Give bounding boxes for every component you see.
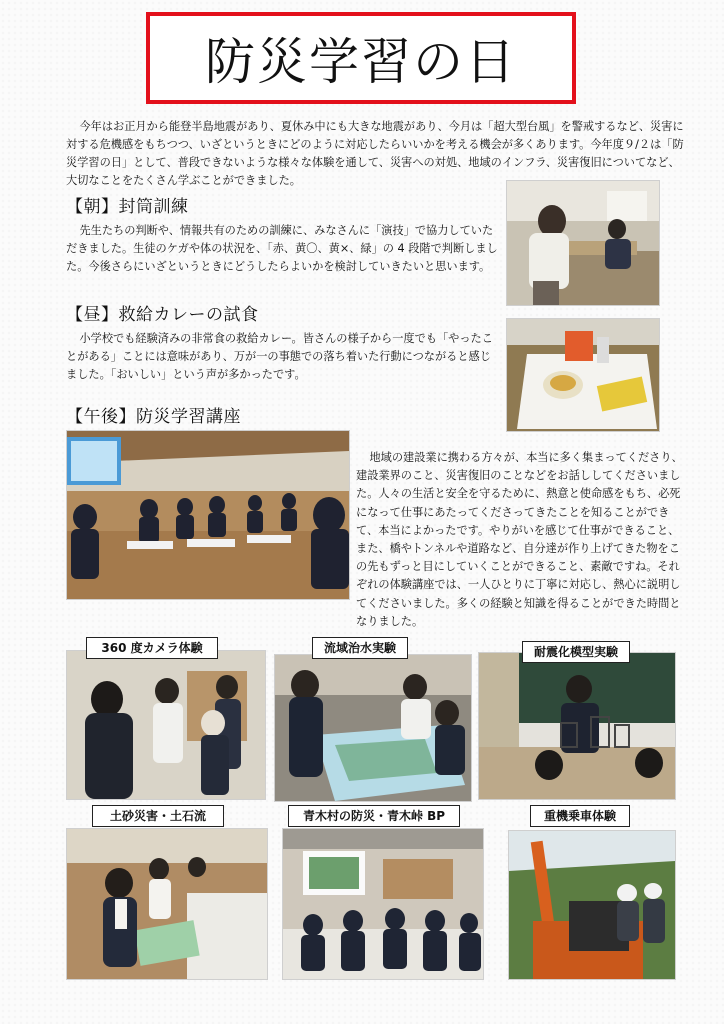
aoki-village-photo — [282, 828, 484, 980]
gallery-label-4: 土砂災害・土石流 — [92, 805, 224, 827]
flood-control-photo — [274, 654, 472, 802]
heavy-machinery-photo — [508, 830, 676, 980]
afternoon-body-wrap — [356, 449, 686, 631]
morning-section — [66, 196, 502, 276]
title-box — [146, 12, 576, 104]
gallery-label-1: 360 度カメラ体験 — [86, 637, 218, 659]
morning-heading: 【朝】封筒訓練 — [66, 197, 189, 217]
seismic-model-photo — [478, 652, 676, 800]
afternoon-heading-wrap — [66, 406, 502, 428]
afternoon-heading: 【午後】防災学習講座 — [66, 407, 241, 427]
gallery-label-2: 流域治水実験 — [312, 637, 408, 659]
afternoon-text: 地域の建設業に携わる方々が、本当に多く集まってくださり、建設業界のこと、災害復旧のことなどをお話ししてくださいました。人々の生活と安全を守るために、熱意と使命感をもち、必死になって仕事にあたってくださってきたことを知ることができて、本当によかったです。やりがいを感じて仕事ができること、また、橋やトンネルや道路など、自分達が作り上げてきた物をこの先もずっと目にしていくことができること、素敵ですね。それぞれの体験講座では、一人ひとりに丁寧に対応し、熱心に説明してくださいました。多くの経験と知識を得ることができた時間となりました。 — [356, 451, 683, 628]
gallery-label-3: 耐震化模型実験 — [522, 641, 630, 663]
morning-text: 先生たちの判断や、情報共有のための訓練に、みなさんに「演技」で協力していただきました。生徒のケガや体の状況を、「赤、黄〇、黄×、緑」の 4 段階で判断しました。今後さらにいざというときにどうしたらよいかを検討していきたいと思います。 — [66, 224, 498, 273]
camera-experience-photo — [66, 650, 266, 800]
gallery-label-5: 青木村の防災・青木峠 BP — [288, 805, 460, 827]
intro-text: 今年はお正月から能登半島地震があり、夏休み中にも大きな地震があり、今月は「超大型台風」を警戒するなど、災害に対する危機感をもちつつ、いざというときにどのように対応したらいいかを考える機会が多くあります。今年度９/２は「防災学習の日」として、普段できないような様々な体験を通して、災害への対処、地域のインフラ、災害復旧についてなど、大切なことをたくさん学ぶことができました。 — [66, 120, 684, 187]
noon-text: 小学校でも経験済みの非常食の救給カレー。皆さんの様子から一度でも「やったことがある」ことには意味があり、万が一の事態での落ち着いた行動につながると感じました。「おいしい」という声が多かったです。 — [66, 332, 493, 381]
gallery-label-6: 重機乗車体験 — [530, 805, 630, 827]
noon-heading: 【昼】救給カレーの試食 — [66, 305, 259, 325]
landslide-photo — [66, 828, 268, 980]
curry-tasting-photo — [506, 318, 660, 432]
lecture-photo — [66, 430, 350, 600]
noon-section — [66, 304, 502, 384]
envelope-drill-photo — [506, 180, 660, 306]
page-title: 防災学習の日 — [205, 33, 517, 91]
